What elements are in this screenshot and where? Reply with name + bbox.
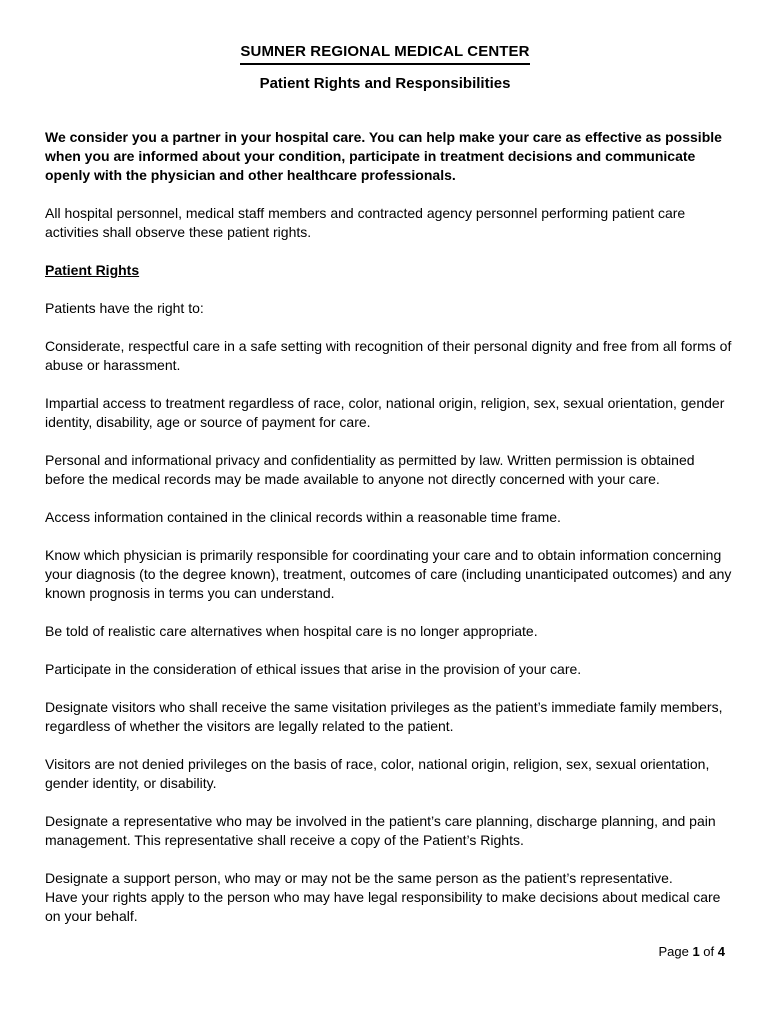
section-heading-patient-rights: Patient Rights xyxy=(45,262,140,278)
right-item: Visitors are not denied privileges on the basis of race, color, national origin, religion, sex, sexual orientation, gender identity, or disability. xyxy=(45,756,710,791)
right-item: Designate a representative who may be involved in the patient’s care planning, discharge planning, and pain management. This representative shall receive a copy of the Patient’s Rights. xyxy=(45,813,716,848)
rights-lead-in: Patients have the right to: xyxy=(45,300,204,316)
right-item: Participate in the consideration of ethical issues that arise in the provision of your care. xyxy=(45,661,582,677)
right-item: Know which physician is primarily responsible for coordinating your care and to obtain information concerning your diagnosis (to the degree known), treatment, outcomes of care (including unanticipated outcomes) and any known prognosis in terms you can understand. xyxy=(45,547,732,601)
right-item: Considerate, respectful care in a safe setting with recognition of their personal dignity and free from all forms of abuse or harassment. xyxy=(45,338,732,373)
page-label: Page xyxy=(658,944,689,959)
page-number: 1 xyxy=(692,944,700,959)
page-total: 4 xyxy=(717,944,725,959)
document-header xyxy=(0,43,770,92)
right-item-group xyxy=(45,869,735,926)
right-item: Access information contained in the clinical records within a reasonable time frame. xyxy=(45,509,561,525)
right-item: Be told of realistic care alternatives when hospital care is no longer appropriate. xyxy=(45,623,538,639)
right-item: Designate visitors who shall receive the same visitation privileges as the patient’s immediate family members, regardless of whether the visitors are legally related to the patient. xyxy=(45,699,723,734)
of-label: of xyxy=(703,944,715,959)
right-item: Impartial access to treatment regardless of race, color, national origin, religion, sex, sexual orientation, gender identity, disability, age or source of payment for care. xyxy=(45,395,725,430)
page-footer xyxy=(658,944,725,959)
document-body xyxy=(45,128,735,926)
right-item: Personal and informational privacy and confidentiality as permitted by law. Written permission is obtained before the medical records may be made available to anyone not directly concerned with your care. xyxy=(45,452,695,487)
right-item: Have your rights apply to the person who may have legal responsibility to make decisions about medical care on your behalf. xyxy=(45,889,721,924)
intro-paragraph: We consider you a partner in your hospital care. You can help make your care as effective as possible when you are informed about your condition, participate in treatment decisions and communicate openly with the physician and other healthcare professionals. xyxy=(45,129,722,183)
right-item: Designate a support person, who may or may not be the same person as the patient’s representative. xyxy=(45,870,673,886)
scope-paragraph: All hospital personnel, medical staff members and contracted agency personnel performing patient care activities shall observe these patient rights. xyxy=(45,205,686,240)
document-title: Patient Rights and Responsibilities xyxy=(259,75,511,92)
organization-name: SUMNER REGIONAL MEDICAL CENTER xyxy=(240,43,529,65)
